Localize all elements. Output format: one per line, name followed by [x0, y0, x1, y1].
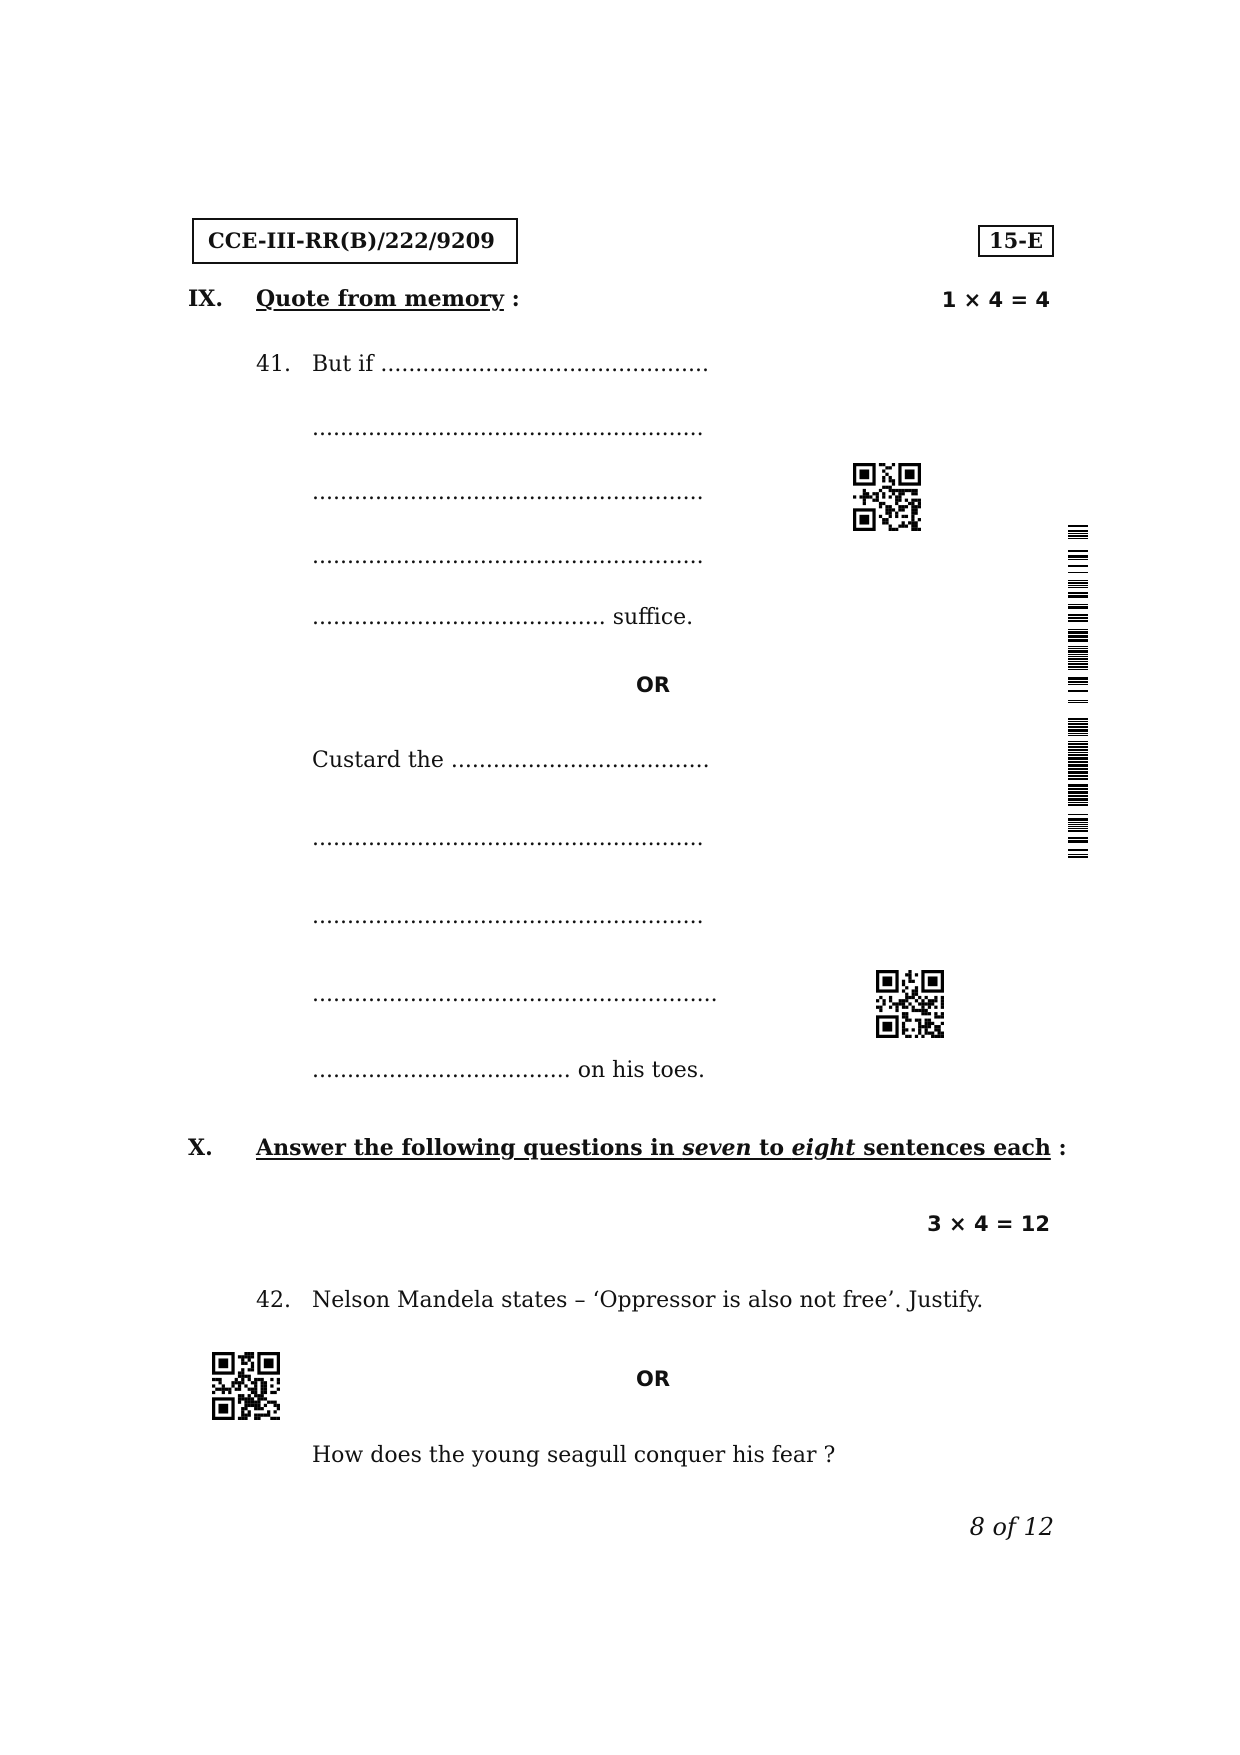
section-x-title-part3: sentences each: [855, 1135, 1051, 1161]
qr-code-icon: [876, 970, 944, 1038]
quote-line-1: But if ...............................................: [312, 352, 710, 377]
alt-quote-line-2: ........................................................: [312, 826, 704, 851]
quote-line-2: ........................................................: [312, 416, 704, 441]
section-ix-title-text: Quote from memory: [256, 286, 504, 312]
alt-quote-line-1: Custard the .....................................: [312, 748, 710, 773]
barcode-icon: [1068, 525, 1088, 865]
quote-line-4: ........................................................: [312, 544, 704, 569]
section-x-title-em2: eight: [791, 1135, 856, 1161]
alt-quote-line-5: ..................................... on his toes.: [312, 1058, 706, 1083]
section-x-or: OR: [636, 1367, 671, 1391]
question-42-number: 42.: [256, 1288, 291, 1313]
section-x-colon: :: [1058, 1135, 1067, 1161]
exam-code-box: [192, 218, 518, 264]
alt-quote-line-4: ..........................................................: [312, 982, 718, 1007]
section-ix-title: [256, 286, 520, 312]
alt-quote-line-3: ........................................................: [312, 904, 704, 929]
paper-code-box: [978, 225, 1054, 257]
section-x-title: [256, 1135, 1067, 1161]
paper-code: 15-E: [989, 228, 1043, 253]
section-x-title-part2: to: [751, 1135, 792, 1161]
section-x-number: X.: [188, 1135, 213, 1161]
section-ix-number: IX.: [188, 286, 224, 312]
section-ix-colon: :: [511, 286, 520, 312]
question-42-text: Nelson Mandela states – ‘Oppressor is also not free’. Justify.: [312, 1288, 984, 1313]
section-x-marks: 3 × 4 = 12: [927, 1212, 1050, 1236]
section-ix-or: OR: [636, 673, 671, 697]
question-41-number: 41.: [256, 352, 291, 377]
quote-line-3: ........................................................: [312, 480, 704, 505]
section-x-title-em1: seven: [682, 1135, 752, 1161]
section-x-title-part1: Answer the following questions in: [256, 1135, 683, 1161]
qr-code-icon: [853, 463, 921, 531]
section-x-title-text: [256, 1135, 1051, 1161]
section-ix-marks: 1 × 4 = 4: [941, 288, 1050, 312]
question-42-alt-text: How does the young seagull conquer his fear ?: [312, 1443, 836, 1468]
page-number: 8 of 12: [969, 1513, 1054, 1541]
quote-line-5: .......................................... suffice.: [312, 605, 694, 630]
qr-code-icon: [212, 1352, 280, 1420]
exam-code: CCE-III-RR(B)/222/9209: [208, 228, 495, 253]
